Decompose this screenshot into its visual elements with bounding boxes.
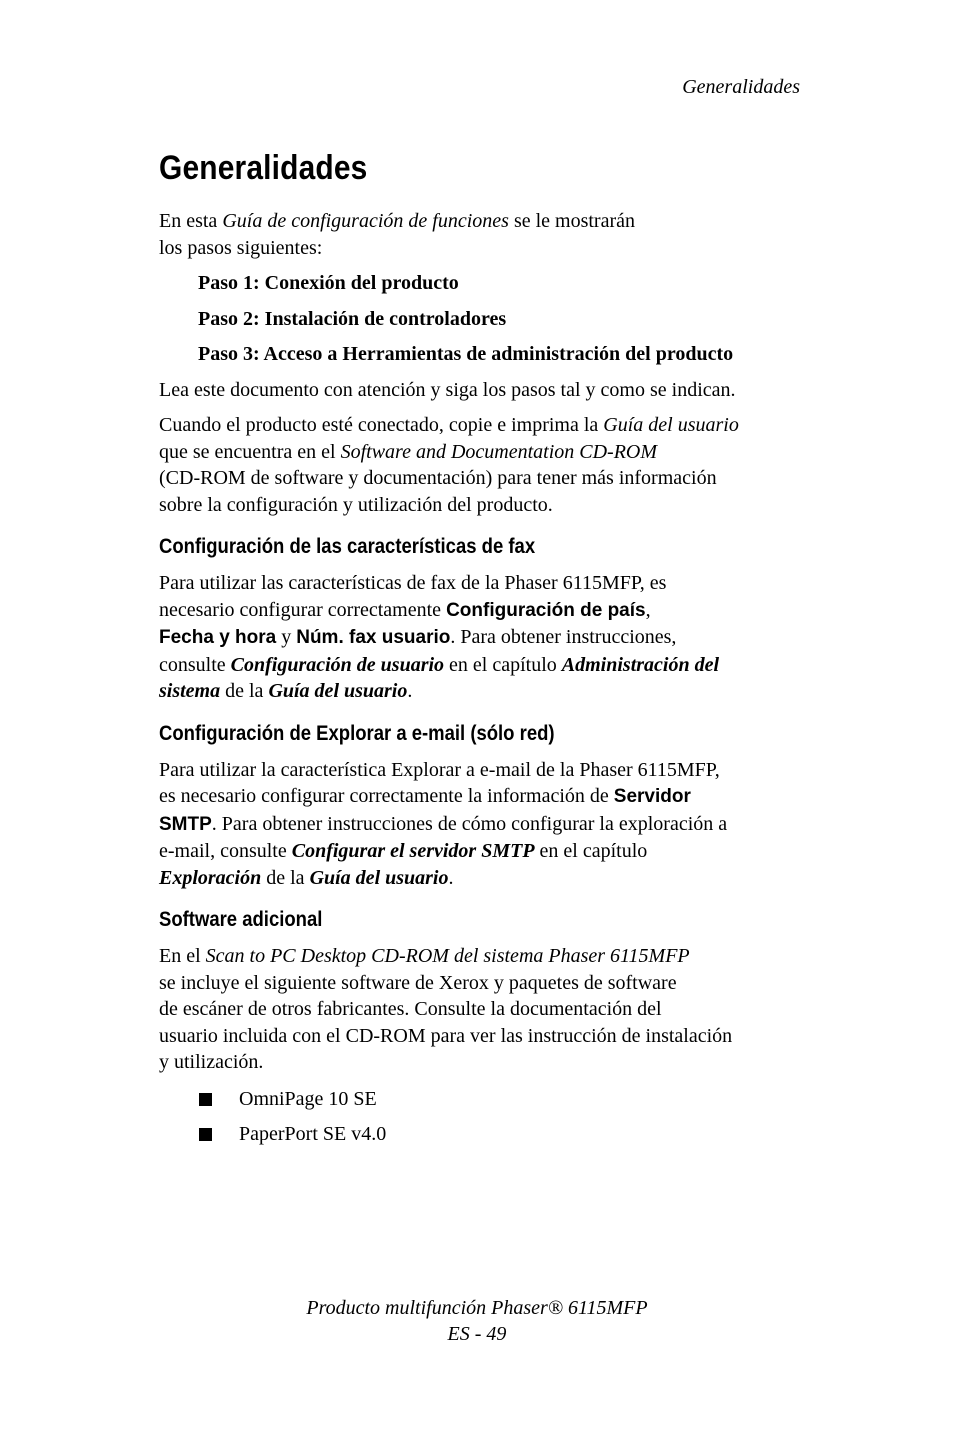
fax-text: . (407, 680, 413, 702)
fax-text: . Para obtener instrucciones, (450, 626, 677, 648)
fax-text: , (645, 598, 651, 621)
smtp-server-label: Servidor (613, 786, 691, 807)
user-guide-ref: Guía del usuario (268, 680, 408, 702)
intro-paragraph (159, 208, 809, 261)
software-text: de escáner de otros fabricantes. Consulte la documentación del (159, 998, 662, 1020)
fax-text: de la (220, 680, 269, 702)
cd-rom-ref: Software and Documentation CD-ROM (340, 440, 658, 463)
user-fax-number-label: Núm. fax usuario (296, 627, 451, 648)
fax-text: en el capítulo (444, 653, 562, 676)
email-text: es necesario configurar correctamente la información de (159, 785, 614, 807)
list-item (159, 1086, 809, 1113)
system-admin-ref: sistema (159, 680, 221, 702)
step-2: Paso 2: Instalación de controladores (198, 307, 507, 330)
email-text: e-mail, consulte (159, 840, 292, 862)
read-note: Lea este documento con atención y siga los pasos tal y como se indican. (159, 378, 736, 401)
running-header: Generalidades (682, 76, 800, 98)
scan-cd-ref: Scan to PC Desktop CD-ROM del sistema Phaser 6115MFP (205, 945, 690, 967)
square-bullet-icon (199, 1093, 212, 1106)
user-guide-ref: Guía del usuario (309, 866, 449, 889)
smtp-config-ref: Configurar el servidor SMTP (291, 840, 535, 862)
email-text: Para utilizar la característica Explorar a e-mail de la Phaser 6115MFP, (159, 758, 720, 781)
fax-paragraph (159, 570, 809, 705)
email-text: en el capítulo (534, 840, 648, 862)
connected-text: que se encuentra en el (159, 440, 341, 463)
system-admin-ref: Administración del (561, 653, 720, 676)
email-heading: Configuración de Explorar a e-mail (sólo red) (159, 720, 555, 745)
intro-text: se le mostrarán (508, 210, 636, 232)
email-paragraph (159, 757, 809, 892)
software-text: usuario incluida con el CD-ROM para ver las instrucción de instalación (159, 1024, 733, 1047)
page-number: ES - 49 (447, 1323, 507, 1345)
software-text: y utilización. (159, 1051, 264, 1073)
guide-title-ref: Guía de configuración de funciones (222, 210, 509, 232)
list-item-label: PaperPort SE v4.0 (239, 1123, 387, 1145)
fax-text: consulte (159, 653, 231, 676)
page-footer (0, 1295, 954, 1347)
page-title: Generalidades (159, 149, 368, 187)
square-bullet-icon (199, 1128, 212, 1141)
intro-text: los pasos siguientes: (159, 236, 323, 259)
scanning-chapter-ref: Exploración (159, 866, 262, 889)
page-content (159, 146, 809, 1157)
country-setting-label: Configuración de país (446, 599, 646, 621)
list-item (159, 1121, 809, 1148)
software-paragraph (159, 943, 809, 1076)
intro-text: En esta (159, 210, 223, 232)
software-text: se incluye el siguiente software de Xerox y paquetes de software (159, 971, 677, 994)
fax-text: necesario configurar correctamente (159, 598, 447, 621)
connected-text: Cuando el producto esté conectado, copie e imprima la (159, 414, 604, 436)
software-text: En el (159, 945, 206, 967)
connected-paragraph (159, 412, 809, 518)
user-guide-ref: Guía del usuario (603, 414, 739, 436)
user-config-ref: Configuración de usuario (230, 653, 445, 676)
email-text: . Para obtener instrucciones de cómo configurar la exploración a (211, 812, 728, 835)
software-heading: Software adicional (159, 907, 323, 931)
connected-text: sobre la configuración y utilización del producto. (159, 493, 553, 516)
fax-heading: Configuración de las características de fax (159, 534, 536, 558)
fax-text: Para utilizar las características de fax de la Phaser 6115MFP, es (159, 572, 667, 594)
email-text: . (448, 866, 454, 889)
step-3: Paso 3: Acceso a Herramientas de administración del producto (198, 343, 734, 365)
connected-text: (CD-ROM de software y documentación) para tener más información (159, 467, 717, 489)
list-item-label: OmniPage 10 SE (239, 1087, 377, 1110)
smtp-server-label: SMTP (159, 813, 212, 835)
software-list (159, 1086, 809, 1148)
email-text: de la (261, 866, 310, 889)
step-1: Paso 1: Conexión del producto (198, 272, 459, 294)
date-time-label: Fecha y hora (159, 627, 277, 648)
fax-text: y (276, 626, 297, 648)
footer-product: Producto multifunción Phaser® 6115MFP (306, 1297, 648, 1319)
